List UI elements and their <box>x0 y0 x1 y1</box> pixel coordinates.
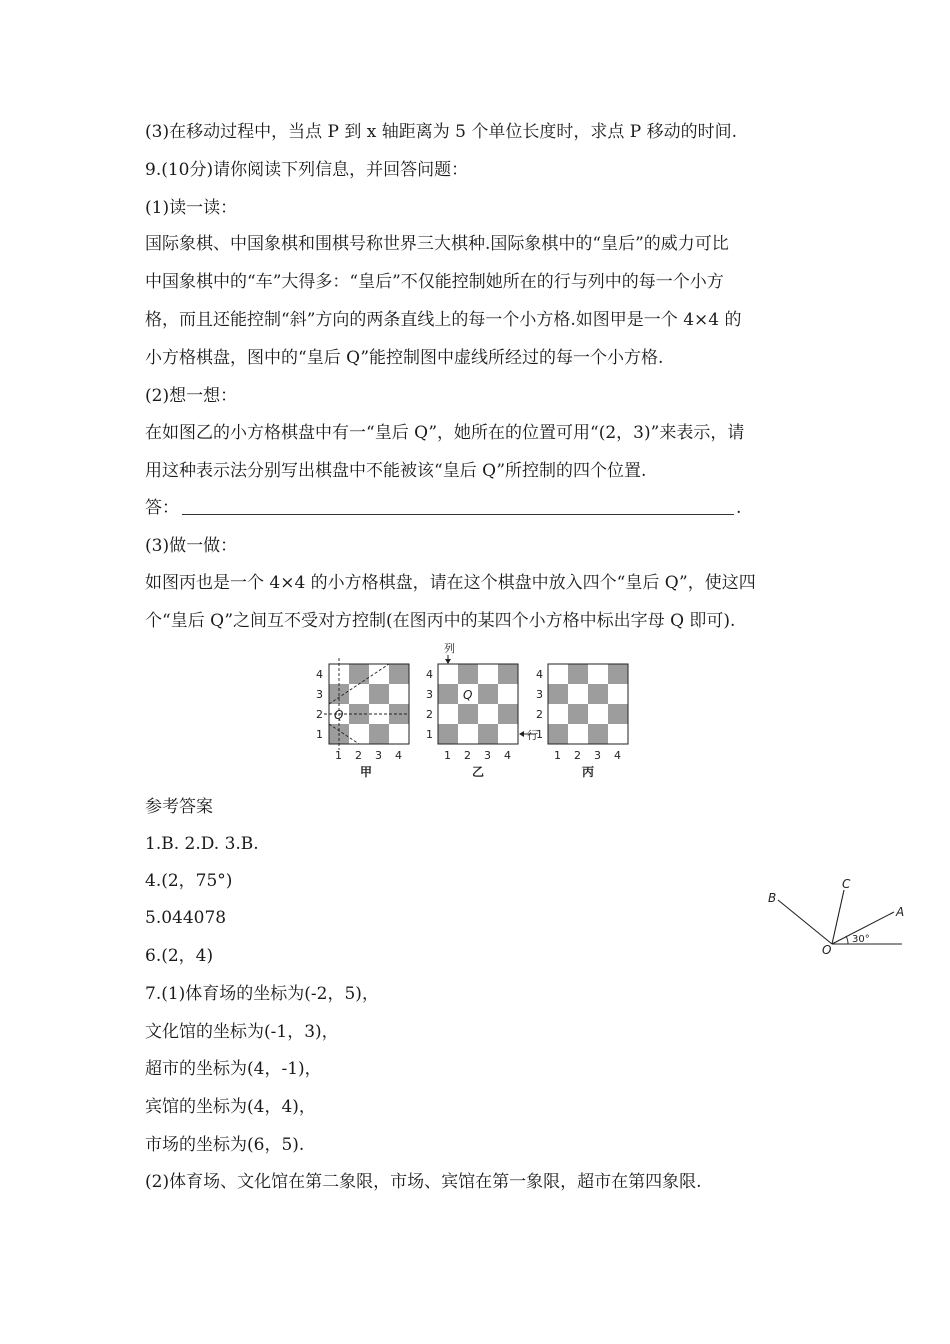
column-number: 2 <box>574 749 581 762</box>
answer-line: 文化馆的坐标为(-1，3)， <box>145 1022 339 1042</box>
answer-line: 4.(2，75°) <box>145 871 233 891</box>
chessboard-figures <box>310 642 640 782</box>
board-label: 甲 <box>360 765 373 779</box>
part2-label: (2)想一想： <box>145 386 238 406</box>
answer-line: 5.044078 <box>145 908 227 928</box>
row-number: 4 <box>426 668 433 681</box>
answer-line: 宾馆的坐标为(4，4)， <box>145 1097 316 1117</box>
column-number: 3 <box>375 749 382 762</box>
queen-marker: Q <box>334 708 344 722</box>
column-number: 4 <box>614 749 621 762</box>
angle-label: 30° <box>852 934 870 945</box>
part1-text-line: 格，而且还能控制“斜”方向的两条直线上的每一个小方格.如图甲是一个 4×4 的 <box>145 310 742 330</box>
ray-ob <box>778 900 832 944</box>
row-number: 4 <box>316 668 323 681</box>
row-number: 2 <box>536 708 543 721</box>
answer-line: 7.(1)体育场的坐标为(-2，5)， <box>145 984 379 1004</box>
row-number: 2 <box>316 708 323 721</box>
part1-label: (1)读一读： <box>145 198 238 218</box>
column-number: 4 <box>395 749 402 762</box>
answer-line: (2)体育场、文化馆在第二象限，市场、宾馆在第一象限，超市在第四象限. <box>145 1172 702 1192</box>
answer-line: 超市的坐标为(4，-1)， <box>145 1059 322 1079</box>
angle-figure <box>762 872 912 962</box>
point-label-a: A <box>896 905 905 919</box>
column-label: 列 <box>444 642 455 655</box>
answer-line: 1.B. 2.D. 3.B. <box>145 834 259 854</box>
row-number: 3 <box>536 688 543 701</box>
part1-text-line: 小方格棋盘，图中的“皇后 Q”能控制图中虚线所经过的每一个小方格. <box>145 348 664 368</box>
row-number: 4 <box>536 668 543 681</box>
column-number: 2 <box>464 749 471 762</box>
angle-arc <box>846 936 848 944</box>
row-label: 行 <box>527 729 538 742</box>
answer-period: . <box>736 498 742 518</box>
point-label-o: O <box>822 943 832 957</box>
part2-text-line: 在如图乙的小方格棋盘中有一“皇后 Q”，她所在的位置可用“(2，3)”来表示，请 <box>145 423 745 443</box>
answer-label: 答： <box>145 498 179 518</box>
part1-text-line: 中国象棋中的“车”大得多：“皇后”不仅能控制她所在的行与列中的每一个小方 <box>145 272 724 292</box>
question-9-title: 9.(10分)请你阅读下列信息，并回答问题： <box>145 160 469 180</box>
column-number: 4 <box>504 749 511 762</box>
board-label: 丙 <box>582 765 595 779</box>
row-number: 1 <box>316 728 323 741</box>
answer-line: 6.(2，4) <box>145 946 214 966</box>
answer-blank-line <box>182 514 734 515</box>
row-number: 2 <box>426 708 433 721</box>
part2-text-line: 用这种表示法分别写出棋盘中不能被该“皇后 Q”所控制的四个位置. <box>145 461 647 481</box>
part1-text-line: 国际象棋、中国象棋和围棋号称世界三大棋种.国际象棋中的“皇后”的威力可比 <box>145 234 729 254</box>
column-number: 2 <box>355 749 362 762</box>
board-jia <box>316 658 409 779</box>
column-number: 1 <box>335 749 342 762</box>
column-number: 3 <box>594 749 601 762</box>
column-number: 1 <box>554 749 561 762</box>
point-label-b: B <box>768 891 777 905</box>
point-label-c: C <box>842 877 851 891</box>
part3-text-line: 个“皇后 Q”之间互不受对方控制(在图丙中的某四个小方格中标出字母 Q 即可). <box>145 611 736 631</box>
answers-heading: 参考答案 <box>145 797 213 817</box>
board-bing <box>536 664 628 779</box>
row-number: 3 <box>426 688 433 701</box>
ray-oc <box>832 890 844 944</box>
column-number: 3 <box>484 749 491 762</box>
row-number: 1 <box>426 728 433 741</box>
column-number: 1 <box>444 749 451 762</box>
row-number: 3 <box>316 688 323 701</box>
queen-marker: Q <box>463 688 473 702</box>
board-label: 乙 <box>472 765 485 779</box>
part3-label: (3)做一做： <box>145 536 238 556</box>
part3-text-line: 如图丙也是一个 4×4 的小方格棋盘，请在这个棋盘中放入四个“皇后 Q”，使这四 <box>145 573 756 593</box>
question-prev-part3: (3)在移动过程中，当点 P 到 x 轴距离为 5 个单位长度时，求点 P 移动的时间. <box>145 122 737 142</box>
row-number: 1 <box>536 728 543 741</box>
answer-line: 市场的坐标为(6，5). <box>145 1135 305 1155</box>
board-yi <box>426 641 538 779</box>
